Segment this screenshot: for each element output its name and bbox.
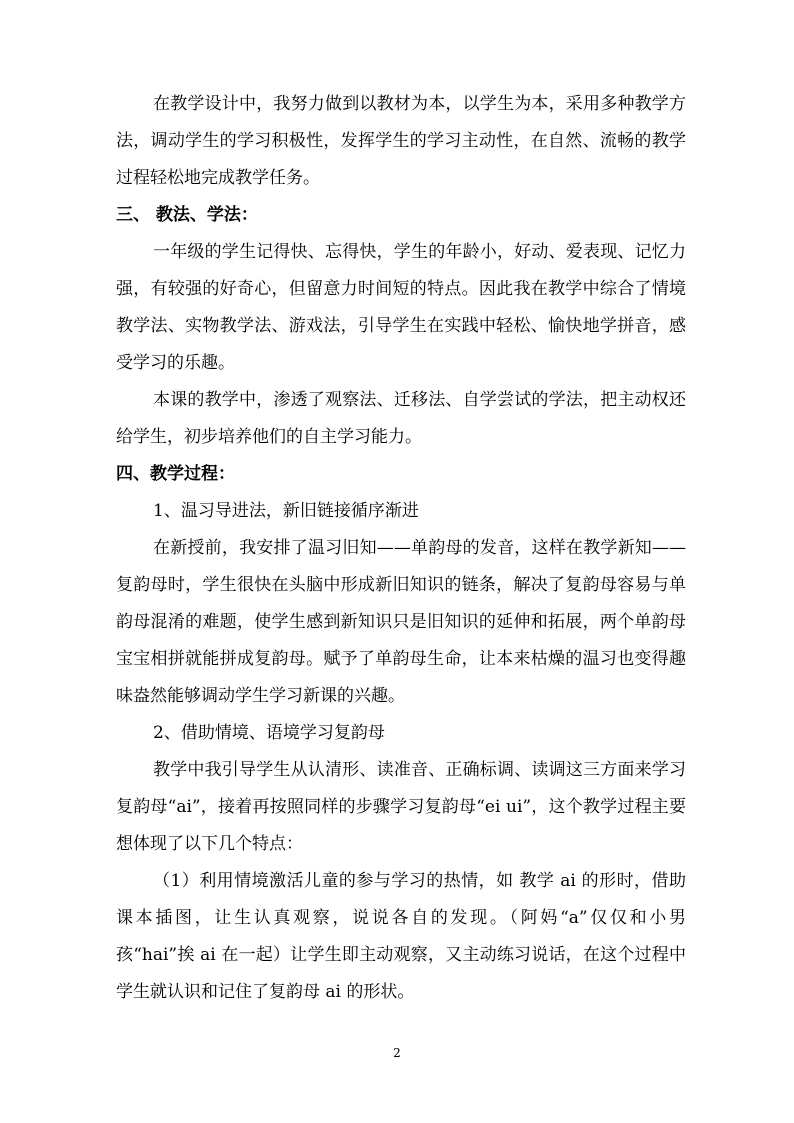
subheading-review: 1、温习导进法，新旧链接循序渐进 — [153, 501, 419, 521]
document-body — [116, 86, 686, 1011]
heading-methods: 三、 教法、学法： — [116, 205, 258, 225]
paragraph-feature-1: （1）利用情境激活儿童的参与学习的热情，如 教学 ai 的形时，借助课本插图，让生认真观察，说说各自的发现。（阿妈“a”仅仅和小男孩“hai”挨 ai 在一起）让学生即主动观察，又主动练习说话，在这个过程中学生就认识和记住了复韵母 ai 的形状。 — [116, 871, 686, 1002]
paragraph-students-traits: 一年级的学生记得快、忘得快，学生的年龄小，好动、爱表现、记忆力强，有较强的好奇心，但留意力时间短的特点。因此我在教学中综合了情境教学法、实物教学法、游戏法，引导学生在实践中轻松、愉快地学拼音，感受学习的乐趣。 — [116, 242, 686, 373]
heading-process: 四、教学过程： — [116, 464, 235, 484]
subheading-context: 2、借助情境、语境学习复韵母 — [153, 723, 385, 743]
paragraph-context-detail: 教学中我引导学生从认清形、读准音、正确标调、读调这三方面来学习复韵母“ai”，接着再按照同样的步骤学习复韵母“ei ui”，这个教学过程主要想体现了以下几个特点： — [116, 760, 686, 854]
paragraph-learning-methods: 本课的教学中，渗透了观察法、迁移法、自学尝试的学法，把主动权还给学生，初步培养他们的自主学习能力。 — [116, 390, 686, 447]
page-number: 2 — [393, 1046, 401, 1060]
paragraph-review-detail: 在新授前，我安排了温习旧知——单韵母的发音，这样在教学新知——复韵母时，学生很快在头脑中形成新旧知识的链条，解决了复韵母容易与单韵母混淆的难题，使学生感到新知识只是旧知识的延伸和拓展，两个单韵母宝宝相拼就能拼成复韵母。赋予了单韵母生命，让本来枯燥的温习也变得趣味盎然能够调动学生学习新课的兴趣。 — [116, 538, 686, 706]
paragraph-teaching-design: 在教学设计中，我努力做到以教材为本，以学生为本，采用多种教学方法，调动学生的学习积极性，发挥学生的学习主动性，在自然、流畅的教学过程轻松地完成教学任务。 — [116, 94, 686, 188]
